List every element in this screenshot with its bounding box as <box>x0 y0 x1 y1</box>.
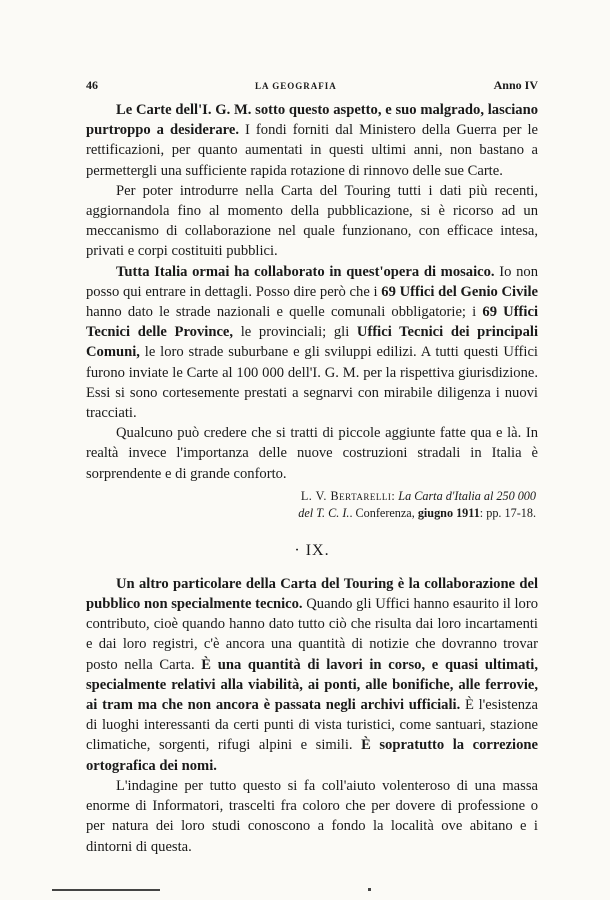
citation-title-2: del T. C. I. <box>298 505 350 520</box>
section-title: IX. <box>305 541 330 559</box>
quote-p1-text: I fondi forniti dal Ministero della Guerra per le rettificazioni, per quanto aumentati in questi ultimi anni, non bastano a permettergli una sufficiente rapida rotazione di rinnovo delle sue Carte. <box>86 122 538 179</box>
book-page <box>86 78 538 857</box>
citation-rest: . Conferenza, <box>349 505 418 520</box>
quote-p1-bold: Le Carte dell'I. G. M. sotto questo aspetto, e suo malgrado, lasciano purtroppo a desiderare. <box>86 102 538 139</box>
scan-mark <box>368 888 371 891</box>
body-paragraph-2: L'indagine per tutto questo si fa coll'aiuto volenteroso di una massa enorme di Informatori, trascelti fra coloro che per dovere di professione o per natura dei loro studi conoscono a fondo la località ove abitano e i dintorni di questa. <box>86 777 538 855</box>
quote-p3-bold-1: Tutta Italia ormai ha collaborato in quest'opera di mosaico. <box>116 263 495 280</box>
quote-paragraph-1 <box>86 100 538 181</box>
scan-edge-rule <box>52 889 160 891</box>
body-p1-bold-3: È sopratutto la correzione ortografica dei nomi. <box>86 737 538 774</box>
volume-label: Anno IV <box>493 78 538 92</box>
citation-date: giugno 1911 <box>417 505 480 520</box>
body-p1-bold-1: Un altro particolare della Carta del Touring è la collaborazione del pubblico non specialmente tecnico. <box>86 575 538 613</box>
citation-author: L. V. Bertarelli: <box>300 488 396 503</box>
quote-paragraph-2: Per poter introdurre nella Carta del Touring tutti i dati più recenti, aggiornandola fino al momento della pubblicazione, si è ricorso ad un meccanismo di collaborazione nel quale funzionano, con efficace intesa, privati e corpi costituiti pubblici. <box>86 182 538 260</box>
citation-pages: : pp. 17-18. <box>479 505 536 520</box>
page-header <box>86 78 538 94</box>
citation-title-1: La Carta d'Italia al 250 000 <box>398 488 536 503</box>
section-heading <box>86 542 538 560</box>
quote-p3-bold-2: 69 Uffici del Genio Civile <box>381 283 538 300</box>
quote-p3-text-2: hanno dato le strade nazionali e quelle comunali obbligatorie; i <box>86 304 483 321</box>
quote-p3-bold-3: 69 Uffici Tecnici delle Province, <box>86 304 538 341</box>
body-p1-bold-2: È una quantità di lavori in corso, e quasi ultimati, specialmente relativi alla viabilità, ai ponti, alle bonifiche, alle ferrovie, ai tram ma che non ancora è passata negli archivi ufficiali. <box>86 656 538 714</box>
quote-paragraph-4: Qualcuno può credere che si tratti di piccole aggiunte fatte qua e là. In realtà invece l'importanza delle nuove costruzioni stradali in Italia è sorprendente e di grande conforto. <box>86 425 538 482</box>
body-p1-text-2: È l'esistenza di luoghi interessanti da certi punti di vista turistici, come santuari, stazione climatiche, sorgenti, rifugi alpini e simili. <box>86 697 538 754</box>
quote-p3-text-1: Io non posso qui entrare in dettagli. Posso dire però che i <box>86 263 538 300</box>
page-number: 46 <box>86 78 98 92</box>
quote-paragraph-3 <box>86 262 538 424</box>
citation <box>86 488 536 522</box>
section-dot: · <box>294 541 301 559</box>
body-p1-text-1: Quando gli Uffici hanno esaurito il loro contributo, cioè quando hanno dato tutto ciò che risulta dai loro incartamenti e dai loro registri, c'è ancora una quantità di notizie che dovranno trovar posto nella Carta. <box>86 596 538 673</box>
body-paragraph-1 <box>86 574 538 776</box>
quote-p3-text-4: le loro strade suburbane e gli sviluppi edilizi. A tutti questi Uffici furono inviate le Carte al 100 000 dell'I. G. M. per la rispettiva giurisdizione. Essi si sono cortesemente prestati a segnarvi con mirabile diligenza i nuovi tracciati. <box>86 344 538 422</box>
quote-p3-bold-4: Uffici Tecnici dei principali Comuni, <box>86 324 539 361</box>
running-title: LA GEOGRAFIA <box>254 81 337 91</box>
quote-p3-text-3: le provinciali; gli <box>233 324 357 341</box>
